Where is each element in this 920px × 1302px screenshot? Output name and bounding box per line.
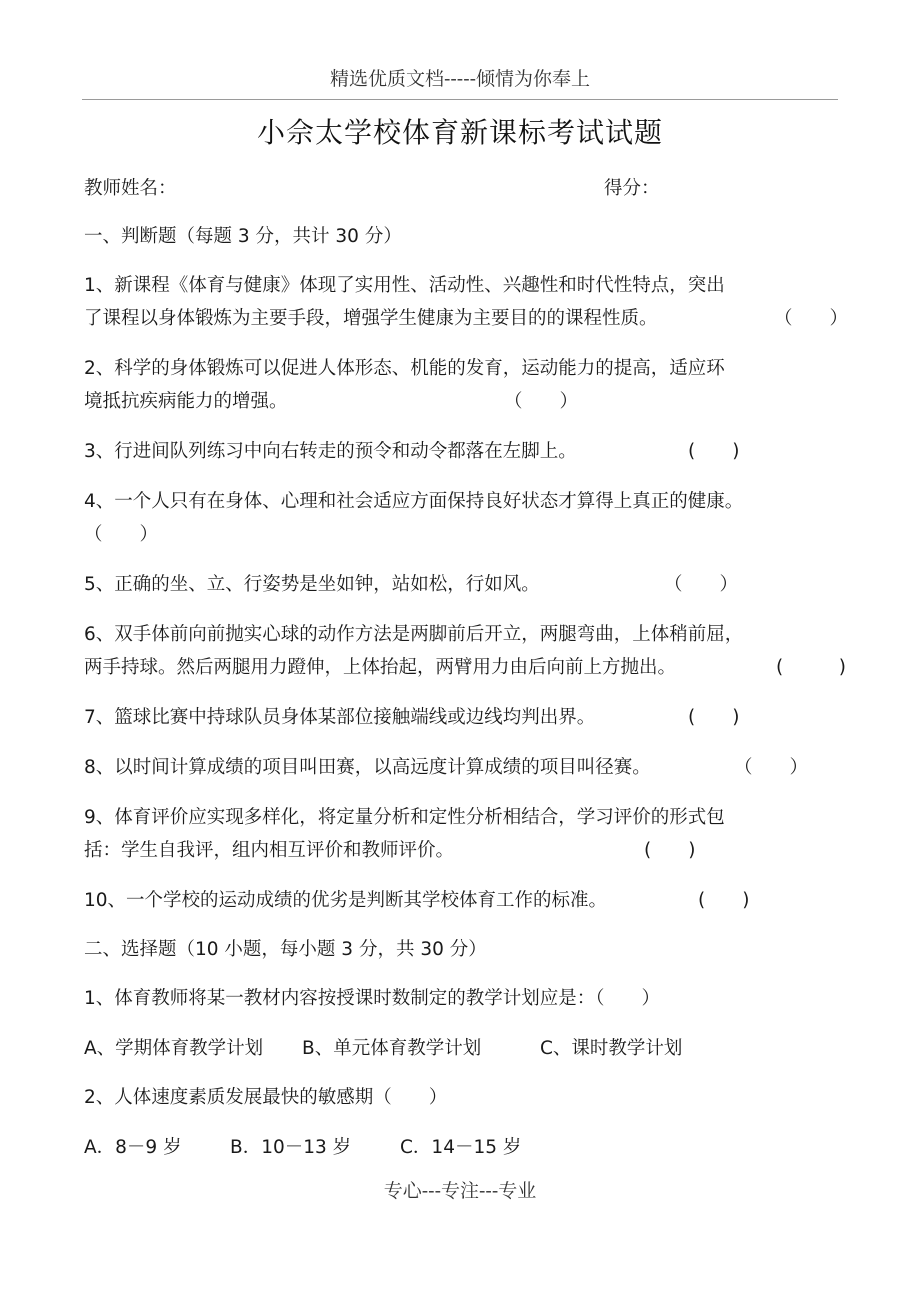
section2-heading: 二、选择题（10 小题，每小题 3 分，共 30 分） xyxy=(84,939,487,960)
s2-q2-options xyxy=(84,1131,844,1165)
s2-q1-options xyxy=(84,1032,844,1066)
s1-q8-text: 8、以时间计算成绩的项目叫田赛，以高远度计算成绩的项目叫径赛。 xyxy=(84,757,651,778)
s1-q3-text: 3、行进间队列练习中向右转走的预令和动令都落在左脚上。 xyxy=(84,441,577,462)
s1-q4-answer-paren: （ ） xyxy=(84,524,159,545)
page-header: 精选优质文档-----倾情为你奉上 xyxy=(329,68,591,90)
s2-q1-option-b: B、单元体育教学计划 xyxy=(302,1038,482,1059)
s1-q2-line1: 2、科学的身体锻炼可以促进人体形态、机能的发育，运动能力的提高，适应环 xyxy=(84,358,725,379)
s1-q10-line xyxy=(84,884,844,918)
s1-q7-answer-paren: ( ) xyxy=(688,707,740,728)
s2-q2-option-b: B．10－13 岁 xyxy=(230,1137,352,1158)
s1-q1-answer-paren: （ ） xyxy=(774,308,849,329)
s1-q2-answer-paren: （ ） xyxy=(504,391,579,412)
s1-q10-text: 10、一个学校的运动成绩的优劣是判断其学校体育工作的标准。 xyxy=(84,890,608,911)
s1-q7-text: 7、篮球比赛中持球队员身体某部位接触端线或边线均判出界。 xyxy=(84,707,596,728)
s1-q8-line xyxy=(84,751,844,785)
s1-q9-line2 xyxy=(84,834,844,868)
section1-heading: 一、判断题（每题 3 分，共计 30 分） xyxy=(84,226,402,247)
s1-q2-text: 境抵抗疾病能力的增强。 xyxy=(84,391,288,412)
s1-q7-line xyxy=(84,701,844,735)
teacher-name-label: 教师姓名： xyxy=(84,178,177,199)
s1-q3-answer-paren: ( ) xyxy=(688,441,740,462)
s1-q9-text: 括：学生自我评，组内相互评价和教师评价。 xyxy=(84,840,455,861)
s1-q9-line1: 9、体育评价应实现多样化，将定量分析和定性分析相结合，学习评价的形式包 xyxy=(84,807,725,828)
s1-q1-line2 xyxy=(84,302,849,336)
s1-q6-line1: 6、双手体前向前抛实心球的动作方法是两脚前后开立，两腿弯曲，上体稍前屈， xyxy=(84,624,744,645)
s1-q1-line1: 1、新课程《体育与健康》体现了实用性、活动性、兴趣性和时代性特点，突出 xyxy=(84,275,725,296)
score-label: 得分： xyxy=(604,178,660,199)
header-divider xyxy=(82,99,838,100)
s1-q3-line xyxy=(84,435,844,469)
s1-q5-line xyxy=(84,568,844,602)
s1-q4-line1: 4、一个人只有在身体、心理和社会适应方面保持良好状态才算得上真正的健康。 xyxy=(84,491,744,512)
s1-q6-text: 两手持球。然后两腿用力蹬伸，上体抬起，两臂用力由后向前上方抛出。 xyxy=(84,657,677,678)
page-footer: 专心---专注---专业 xyxy=(383,1180,537,1202)
s1-q5-answer-paren: （ ） xyxy=(664,574,739,595)
s2-q2-text: 2、人体速度素质发展最快的敏感期（ ） xyxy=(84,1087,448,1108)
s1-q2-line2 xyxy=(84,385,844,419)
s1-q9-answer-paren: ( ) xyxy=(644,840,696,861)
s2-q2-option-c: C．14－15 岁 xyxy=(400,1137,522,1158)
s1-q6-answer-paren: ( ) xyxy=(776,657,846,678)
s2-q1-option-c: C、课时教学计划 xyxy=(540,1038,683,1059)
s1-q6-line2 xyxy=(84,651,844,685)
s2-q1-option-a: A、学期体育教学计划 xyxy=(84,1038,264,1059)
exam-title: 小佘太学校体育新课标考试试题 xyxy=(256,116,663,149)
s1-q5-text: 5、正确的坐、立、行姿势是坐如钟，站如松，行如风。 xyxy=(84,574,540,595)
s2-q2-option-a: A．8－9 岁 xyxy=(84,1137,182,1158)
s1-q8-answer-paren: （ ） xyxy=(734,757,809,778)
s1-q1-text: 了课程以身体锻炼为主要手段，增强学生健康为主要目的的课程性质。 xyxy=(84,308,658,329)
s2-q1-text: 1、体育教师将某一教材内容按授课时数制定的教学计划应是：（ ） xyxy=(84,988,661,1009)
s1-q10-answer-paren: ( ) xyxy=(698,890,750,911)
